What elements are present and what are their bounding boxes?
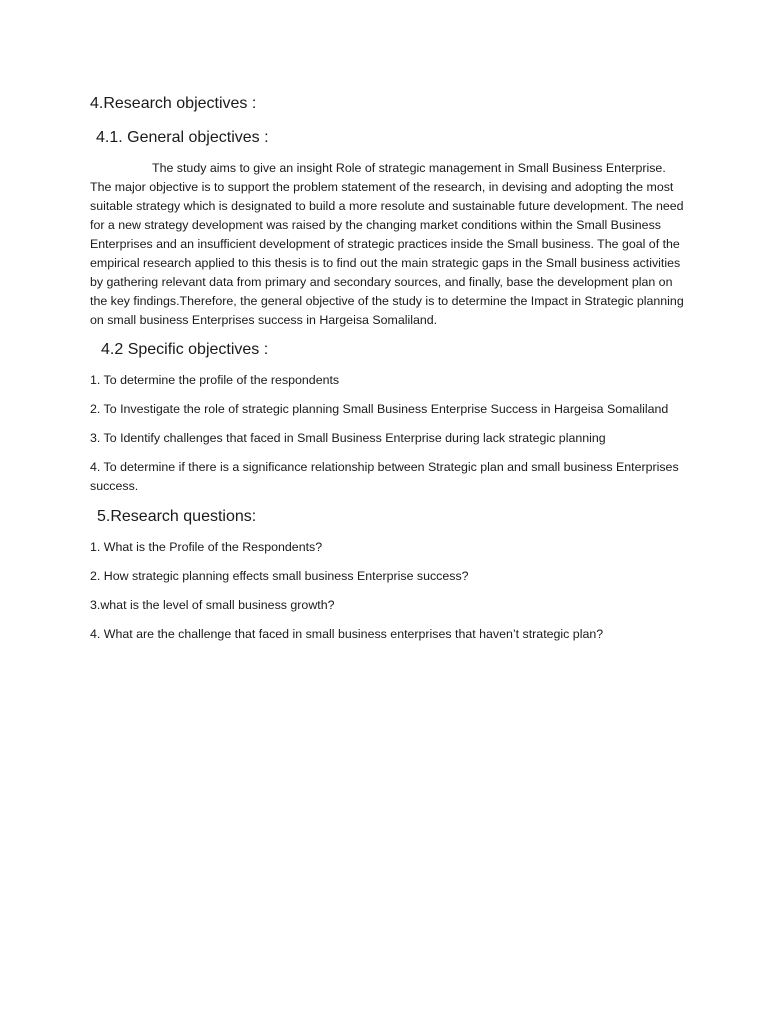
heading-specific-objectives: 4.2 Specific objectives : bbox=[101, 341, 269, 358]
specific-objective-item: 4. To determine if there is a significance relationship between Strategic plan and small business Enterprises success. bbox=[90, 460, 679, 493]
specific-objective-item: 2. To Investigate the role of strategic planning Small Business Enterprise Success in Hargeisa Somaliland bbox=[90, 402, 669, 416]
research-question-item: 2. How strategic planning effects small business Enterprise success? bbox=[90, 569, 469, 583]
specific-objectives-list bbox=[90, 371, 690, 496]
heading-research-objectives: 4.Research objectives : bbox=[90, 95, 257, 112]
document-body bbox=[90, 93, 690, 654]
research-questions-list bbox=[90, 538, 690, 644]
general-objectives-paragraph: The study aims to give an insight Role of strategic management in Small Business Enterprise. The major objective is to support the problem statement of the research, in devising and adopting the most suitable strategy which is designated to build a more resolute and sustainable future development. The need for a new strategy development was raised by the changing market conditions within the Small Business Enterprises and an insufficient development of strategic practices inside the Small business. The goal of the empirical research applied to this thesis is to find out the main strategic gaps in the Small business activities by gathering relevant data from primary and secondary sources, and finally, base the development plan on the key findings.Therefore, the general objective of the study is to determine the Impact in Strategic planning on small business Enterprises success in Hargeisa Somaliland. bbox=[90, 161, 684, 327]
research-question-item: 3.what is the level of small business growth? bbox=[90, 598, 335, 612]
heading-research-questions: 5.Research questions: bbox=[97, 508, 257, 525]
research-question-item: 1. What is the Profile of the Respondents? bbox=[90, 540, 323, 554]
specific-objective-item: 3. To Identify challenges that faced in Small Business Enterprise during lack strategic planning bbox=[90, 431, 606, 445]
research-question-item: 4. What are the challenge that faced in small business enterprises that haven’t strategic plan? bbox=[90, 627, 604, 641]
specific-objective-item: 1. To determine the profile of the respondents bbox=[90, 373, 340, 387]
heading-general-objectives: 4.1. General objectives : bbox=[96, 129, 269, 146]
